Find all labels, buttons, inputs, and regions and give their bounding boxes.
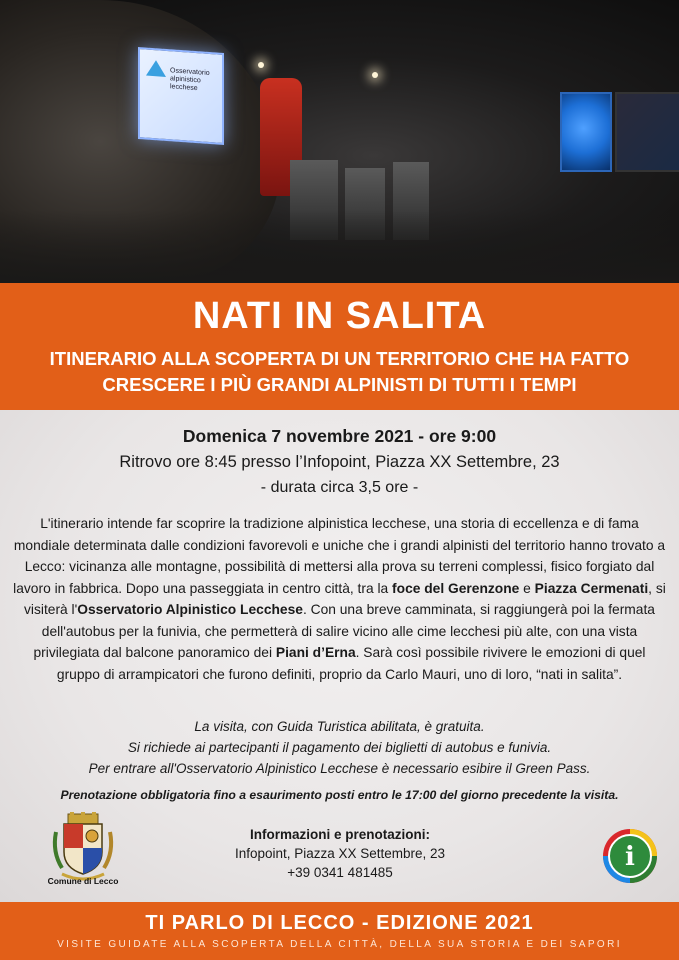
map-screen [615,92,679,172]
description-text: , si visiterà l' [24,580,666,617]
globe-screen [560,92,612,172]
page-subtitle [30,346,649,398]
description-text: L'itinerario intende far scoprire la tradizione alpinistica lecchese, una storia di eccellenza e di fama mondiale determinata dalle condizioni favorevoli e uniche che i grandi alpinisti del territorio hanno trovato a Lecco: vicinanza alle montagne, possibilità di mettersi alla prova su terreni complessi, fisico forgiato dal lavoro in fabbrica. Dopo una passeggiata in centro città, tra la [13,516,666,596]
notes [0,716,679,779]
note-line: La visita, con Guida Turistica abilitata, è gratuita. [194,719,485,734]
footer-title: TI PARLO DI LECCO - EDIZIONE 2021 [145,912,534,934]
ceiling-light [372,72,378,78]
museum-photo [0,0,679,283]
description-text: . Con una breve camminata, si raggiungerà poi la fermata dell'autobus per la funivia, che permetterà di salire vicino alle cime lecchesi più alte, con una vista privilegiata dal balcone panoramico dei [33,602,655,660]
info-icon [602,828,658,884]
page-title: NATI IN SALITA [192,295,487,337]
contact-info [190,825,490,882]
event-date: Domenica 7 novembre 2021 - ore 9:00 [182,426,497,446]
contact-title: Informazioni e prenotazioni: [249,827,430,842]
highlight: Piani d’Erna [275,645,356,660]
subtitle-line: ITINERARIO ALLA SCOPERTA DI UN TERRITORIO CHE HA FATTO [49,348,630,369]
info-glyph: i [625,842,635,872]
display-screen [138,47,224,145]
contact-address: Infopoint, Piazza XX Settembre, 23 [234,846,446,861]
highlight: Osservatorio Alpinistico Lecchese [77,602,303,617]
screen-text: Osservatorio alpinistico lecchese [170,67,210,93]
highlight: Piazza Cermenati [534,580,649,596]
subtitle-line: CRESCERE I PIÙ GRANDI ALPINISTI DI TUTTI I TEMPI [102,374,577,395]
title-banner [0,283,679,410]
booking-notice: Prenotazione obbligatoria fino a esaurimento posti entro le 17:00 del giorno precedente la visita. [60,788,619,802]
meeting-point: Ritrovo ore 8:45 presso l’Infopoint, Piazza XX Settembre, 23 [119,453,560,471]
description-text: e [519,580,535,596]
ceiling-light [258,62,264,68]
duration: - durata circa 3,5 ore - [260,479,419,496]
logo-label: Comune di Lecco [47,876,119,886]
content [0,410,679,902]
note-line: Per entrare all'Osservatorio Alpinistico Lecchese è necessario esibire il Green Pass. [88,761,591,776]
contact-phone: +39 0341 481485 [287,865,393,880]
description-text: . Sarà così possibile rivivere le emozioni di quel gruppo di arrampicatori che furono definiti, proprio da Carlo Mauri, uno di loro, “nati in salita”. [56,645,646,682]
floor [0,210,679,283]
note-line: Si richiede ai partecipanti il pagamento dei biglietti di autobus e funivia. [127,740,552,755]
description [12,513,667,685]
mountain-logo-icon [146,60,166,77]
footer-subtitle: VISITE GUIDATE ALLA SCOPERTA DELLA CITTÀ, DELLA SUA STORIA E DEI SAPORI [57,939,622,950]
footer-banner [0,902,679,960]
highlight: foce del Gerenzone [392,580,520,596]
